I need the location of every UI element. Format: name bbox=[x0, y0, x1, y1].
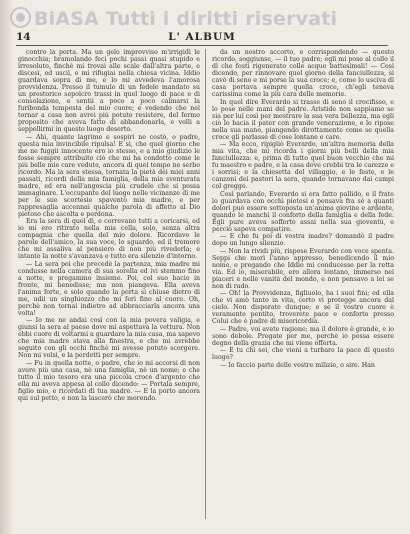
paragraph: Così parlando, Everardo si era fatto pallido, e il frate lo guardava con occhi pietosi e pensava fra sè a quanti dolori può essere sottoposta un'anima giovine e ardente, quando le manchi il conforto della famiglia e della fede. Egli pure aveva sofferto assai nella sua gioventù, e perciò sapeva compatire. bbox=[212, 190, 394, 233]
left-text-column bbox=[18, 49, 200, 402]
paragraph: contro la porta. Ma un gelo improvviso m'irrigidì le ginocchia; bramolando feci pochi passi quasi stupido e irresoluto, finchè mi trovai alle scale dall'altra parte, e discesi, ed uscii, e mi rifugiai nella chiesa vicina. Iddio guardava sopra di me, e lo mi avvedeva l'amorosa provvidenza. Presso il tumulo di un fedele mandato su un prestorico sepolcro trassi in quel luogo di pace e di consolazione, e sentii a poco a poco calmarsi la furibonda tempesta del mio cuore; e vedendo che nel tornar a casa non avrei più potuto resistere, del fermo proposito che aveva fatto di abbandonarla, e volli a seppellirmi in questo luogo deserto. bbox=[18, 49, 200, 133]
paragraph: — Oh! la Provvidenza, figliuolo, ha i suoi fini; ed ella che vi amò tanto in vita, certo vi protegge ancora dal cielo. Non disperate dunque; e se il vostro cuore è veramente pentito, troverete pace e conforto presso Colui che è padre di misericordia. bbox=[212, 290, 394, 325]
paragraph: — Fu in quella notte, o padre, che io mi accorsi di non avere più una casa, nè una famiglia, nè un nome; e che tutto il mio tesoro era una piccola croce d'argento che ella mi aveva appesa al collo dicendo: — Portala sempre, figlio mio, e ricordati di tua madre. — E la porto ancora qui sul petto, e non la lascerò che morendo. bbox=[18, 359, 200, 402]
paragraph: — Non la rividi più, rispose Everardo con voce spenta. Seppi che morì l'anno appresso, benedicendo il mio nome, e pregando che Iddio mi conducesse per la retta via. Ed io, miserabile, ero allora lontano, immerso nei piaceri e nelle vanità del mondo, e non pensavo a lei se non di rado. bbox=[212, 247, 394, 290]
watermark-text: BiASA Tutti i diritti riservati bbox=[34, 8, 338, 30]
paragraph: — Ma ecco, ripigliò Everardo, un'altra memoria della mia vita, che mi ricorda i giorni più belli della mia fanciullezza: e, prima di tutto quel buon vecchio che mi fu maestro e padre, e la casa dove crebbi tra le carezze e i sorrisi; e la chiesetta del villaggio, e le feste, e le canzoni dei pastori la sera, quando tornavano dai campi col gregge. bbox=[212, 141, 394, 190]
paragraph: — Io faccio parte delle vostre milizie, o sire. Han bbox=[220, 361, 375, 369]
paragraph: — E tu chi sei, che vieni a turbare la pace di questo luogo? bbox=[212, 347, 394, 361]
running-header bbox=[16, 31, 388, 46]
watermark bbox=[10, 7, 337, 30]
paragraph: — Ahi, quante lagrime e sospiri ne costò, o padre, questa mia invincibile ripulsa! E sì, che quel giorno che me ne fuggii innocente ero io stesso, e a mio giudizio le fosse sempre attribuito ciò che mi ha condotto come le più belle mie care vedute, ancora di quel tempo ne serbo ricordo. Ma la sera stessa, tornata la pietà dei miei anni passati, ricordi della mia famiglia, della mia sventurata madre, ed era nell'angoscia più crudele che si possa immaginare. L'occupante del luogo nelle vicinanze di me per le sue scortesie spaventò mia madre, e per rappresaglia accennai qualche parola di affetto al Dio pietoso che ascolta e perdona. bbox=[18, 133, 200, 218]
paragraph: — Io me ne andai così con la mia povera valigia, e giunsi la sera al paese dove mi aspettava la vettura. Non ebbi cuore di voltarmi a guardare la mia casa, ma sapevo che mia madre stava alla finestra, e che mi avrebbe seguito con gli occhi finchè mi avesse potuto scorgere. Non mi volsi, e la perdetti per sempre. bbox=[18, 317, 200, 359]
paragraph: — La sera poi che precedè la partenza, mia madre mi condusse nella camera di sua sorella ed ivi stemmo fino a notte, e pregammo insieme. Poi, col suo bacio in fronte, mi benedisse; ma non piangeva. Ella aveva l'anima forte, e solo quando la porta si chiuse dietro di me, udii un singhiozzo che mi ferì fino al cuore. Oh, perchè non tornai indietro ad abbracciarla ancora una volta! bbox=[18, 260, 200, 317]
paragraph: da un nostro accorto, e corrispondendo — questo ricordo, soggiunse, — il tuo padre; egli mi pose al collo il dì che fosti rigenerato colle acque battesimali! — Così dicendo, per rinnovare quel giorno della fanciullezza, si cavò di seno e mi porse la sua croce; e, come lo usciva di casa portava sempre quella croce, ch'egli teneva carissima come la più cara delle memorie. bbox=[212, 49, 394, 98]
library-logo-icon bbox=[10, 7, 31, 28]
page-gutter-shadow bbox=[0, 0, 14, 534]
paragraph: — Padre, voi avete ragione; ma il dolore è grande, e io sono debole. Pregate per me, perchè io possa essere degno della grazia che mi viene offerta. bbox=[212, 325, 394, 347]
right-text-column bbox=[212, 49, 394, 369]
page-number: 14 bbox=[16, 31, 31, 43]
column-divider bbox=[205, 49, 206, 519]
paragraph: — E che fu poi di vostra madre? domandò il padre dopo un lungo silenzio. bbox=[212, 233, 394, 247]
journal-title: L' ALBUM bbox=[168, 31, 236, 43]
paragraph: Era la sera di quel dì, e correvano tutti a coricarsi, ed io mi ero ritirato nella mia cella, solo, senza altra compagnia che quella del mio dolore. Ricordavo le parole dell'amico, la sua voce, lo sguardo, ed il tremore che mi assaliva al pensiero di non più rivederla; e intanto la notte s'avanzava e tutto era silenzio d'intorno. bbox=[18, 218, 200, 260]
paragraph: In quel dire Everardo si trasse di seno il crocifisso, e lo pose nelle mani del padre. Aristide non sappiamo se sia per lui così per mostrare la sua vera bellezza, ma egli ciò lo bacia il pater con grande venerazione, e lo ripose nella sua mano, piangendo dirottamente come se quella croce gli parlasse di cose lontane e care. bbox=[212, 98, 394, 141]
